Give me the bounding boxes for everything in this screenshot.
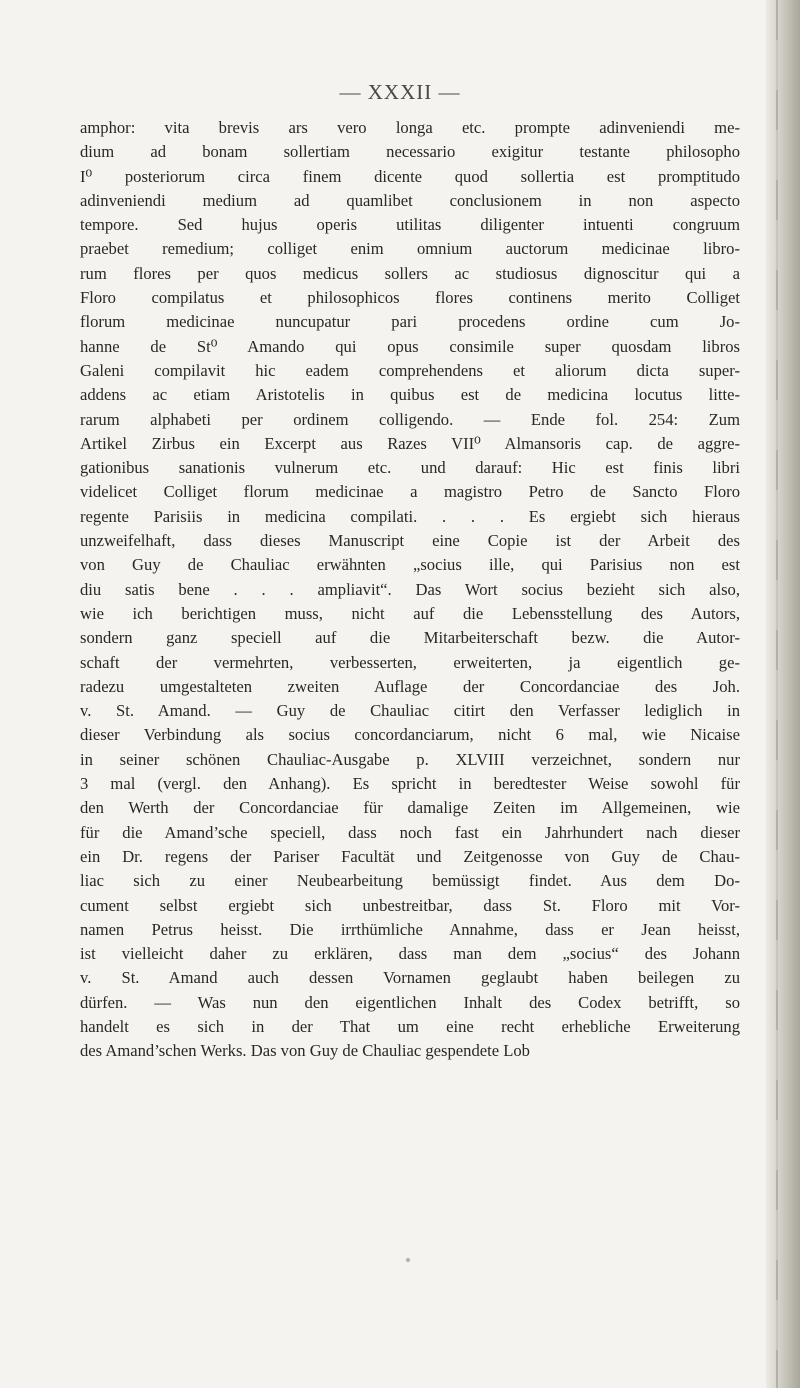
text-line: radezu umgestalteten zweiten Auflage der Concordanciae des Joh. (80, 676, 740, 696)
text-line: Galeni compilavit hic eadem comprehendens et aliorum dicta super- (80, 360, 740, 380)
text-line: von Guy de Chauliac erwähnten „socius ille, qui Parisius non est (80, 555, 740, 575)
body-text (80, 116, 740, 1064)
text-line: amphor: vita brevis ars vero longa etc. prompte adinveniendi me- (80, 118, 740, 137)
text-line: namen Petrus heisst. Die irrthümliche Annahme, dass er Jean heisst, (80, 919, 740, 939)
text-line: regente Parisiis in medicina compilati. . . . Es ergiebt sich hieraus (80, 506, 740, 526)
text-line: 3 mal (vergl. den Anhang). Es spricht in beredtester Weise sowohl für (80, 774, 740, 794)
text-line: tempore. Sed hujus operis utilitas diligenter intuenti congruum (80, 215, 740, 235)
text-line: rum flores per quos medicus sollers ac studiosus dignoscitur qui a (80, 263, 740, 283)
text-line: in seiner schönen Chauliac-Ausgabe p. XLVIII verzeichnet, sondern nur (80, 749, 740, 769)
text-line: schaft der vermehrten, verbesserten, erweiterten, ja eigentlich ge- (80, 652, 740, 672)
text-line: gationibus sanationis vulnerum etc. und darauf: Hic est finis libri (80, 458, 740, 478)
text-line: wie ich berichtigen muss, nicht auf die Lebensstellung des Autors, (80, 603, 740, 623)
text-line: handelt es sich in der That um eine recht erhebliche Erweiterung (80, 1016, 740, 1036)
text-line: dium ad bonam sollertiam necessario exigitur testante philosopho (80, 142, 740, 162)
text-line: des Amand’schen Werks. Das von Guy de Chauliac gespendete Lob (80, 1041, 530, 1061)
text-line: v. St. Amand. — Guy de Chauliac citirt den Verfasser lediglich in (80, 701, 740, 721)
text-line: dieser Verbindung als socius concordanciarum, nicht 6 mal, wie Nicaise (80, 725, 740, 745)
text-line: cument selbst ergiebt sich unbestreitbar, dass St. Floro mit Vor- (80, 895, 740, 915)
page-edge (766, 0, 800, 1388)
text-line: v. St. Amand auch dessen Vornamen geglaubt haben beilegen zu (80, 968, 740, 988)
text-line: für die Amand’sche speciell, dass noch fast ein Jahrhundert nach dieser (80, 822, 740, 842)
text-line: liac sich zu einer Neubearbeitung bemüssigt findet. Aus dem Do- (80, 871, 740, 891)
text-line: ist vielleicht daher zu erklären, dass man dem „socius“ des Johann (80, 944, 740, 964)
text-line: adinveniendi medium ad quamlibet conclusionem in non aspecto (80, 190, 740, 210)
text-line: florum medicinae nuncupatur pari procedens ordine cum Jo- (80, 312, 740, 332)
text-line: addens ac etiam Aristotelis in quibus est de medicina locutus litte- (80, 385, 740, 405)
paper-speck (406, 1258, 410, 1262)
text-line: Artikel Zirbus ein Excerpt aus Razes VII⁰ Almansoris cap. de aggre- (80, 433, 740, 453)
text-line: praebet remedium; colliget enim omnium auctorum medicinae libro- (80, 239, 740, 259)
text-line: Floro compilatus et philosophicos flores continens merito Colliget (80, 288, 740, 308)
text-line: rarum alphabeti per ordinem colligendo. — Ende fol. 254: Zum (80, 409, 740, 429)
text-line: sondern ganz speciell auf die Mitarbeiterschaft bezw. die Autor- (80, 628, 740, 648)
text-line: unzweifelhaft, dass dieses Manuscript eine Copie ist der Arbeit des (80, 531, 740, 551)
text-line: diu satis bene . . . ampliavit“. Das Wort socius bezieht sich also, (80, 579, 740, 599)
text-line: den Werth der Concordanciae für damalige Zeiten im Allgemeinen, wie (80, 798, 740, 818)
running-head: — XXXII — (339, 80, 461, 104)
text-line: hanne de St⁰ Amando qui opus consimile super quosdam libros (80, 336, 740, 356)
text-line: videlicet Colliget florum medicinae a magistro Petro de Sancto Floro (80, 482, 740, 502)
text-line: I⁰ posteriorum circa finem dicente quod sollertia est promptitudo (80, 166, 740, 186)
text-line: ein Dr. regens der Pariser Facultät und Zeitgenosse von Guy de Chau- (80, 846, 740, 866)
text-line: dürfen. — Was nun den eigentlichen Inhalt des Codex betrifft, so (80, 992, 740, 1012)
